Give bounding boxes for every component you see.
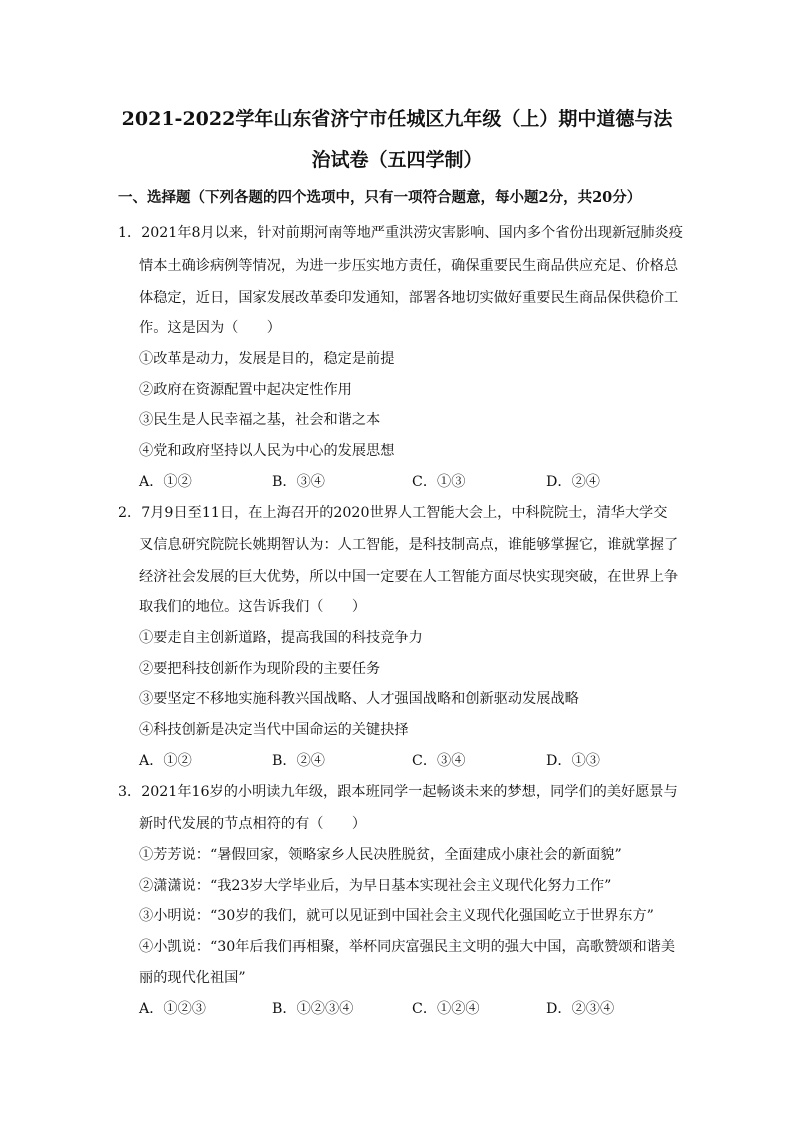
q1-option-b[interactable]: B．③④ — [272, 474, 325, 490]
q1-item-3: ③民生是人民幸福之基，社会和谐之本 — [139, 412, 381, 428]
q1-stem-line-4: 作。这是因为（ ） — [139, 320, 281, 336]
q3-item-1: ①芳芳说：“暑假回家，领略家乡人民决胜脱贫，全面建成小康社会的新面貌” — [139, 847, 622, 863]
q2-option-b[interactable]: B．②④ — [272, 753, 325, 769]
q1-stem-line-2: 情本土确诊病例等情况，为进一步压实地方责任，确保重要民生商品供应充足、价格总 — [139, 258, 679, 274]
q2-stem-line-4: 取我们的地位。这告诉我们（ ） — [139, 599, 367, 615]
q1-option-c[interactable]: C．①③ — [412, 474, 466, 490]
q3-item-3: ③小明说：“30岁的我们，就可以见证到中国社会主义现代化强国屹立于世界东方” — [139, 908, 654, 924]
q1-stem-line-1: 1．2021年8月以来，针对前期河南等地严重洪涝灾害影响、国内多个省份出现新冠肺炎疫 — [118, 225, 683, 241]
q3-stem-line-2: 新时代发展的节点相符的有（ ） — [139, 816, 367, 832]
q3-item-4-cont: 丽的现代化祖国” — [139, 970, 246, 986]
q1-option-d[interactable]: D．②④ — [546, 474, 600, 490]
q1-option-a[interactable]: A．①② — [139, 474, 192, 490]
q2-option-c[interactable]: C．③④ — [412, 753, 466, 769]
section-heading: 一、选择题（下列各题的四个选项中，只有一项符合题意，每小题2分，共20分） — [118, 189, 642, 206]
q3-stem-line-1: 3．2021年16岁的小明读九年级，跟本班同学一起畅谈未来的梦想，同学们的美好愿景与 — [118, 784, 678, 800]
q1-stem-line-3: 体稳定，近日，国家发展改革委印发通知，部署各地切实做好重要民生商品保供稳价工 — [139, 290, 679, 306]
q2-item-1: ①要走自主创新道路，提高我国的科技竞争力 — [139, 630, 423, 646]
q3-option-d[interactable]: D．②③④ — [546, 1001, 615, 1017]
q2-stem-line-3: 经济社会发展的巨大优势，所以中国一定要在人工智能方面尽快实现突破，在世界上争 — [139, 569, 679, 585]
q2-item-3: ③要坚定不移地实施科教兴国战略、人才强国战略和创新驱动发展战略 — [139, 691, 579, 707]
q2-stem-line-2: 叉信息研究院院长姚期智认为：人工智能，是科技制高点，谁能够掌握它，谁就掌握了 — [139, 537, 679, 553]
q3-item-4: ④小凯说：“30年后我们再相聚，举杯同庆富强民主文明的强大中国，高歌赞颂和谐美 — [139, 939, 676, 955]
q3-option-a[interactable]: A．①②③ — [139, 1001, 206, 1017]
q1-item-4: ④党和政府坚持以人民为中心的发展思想 — [139, 443, 395, 459]
q3-item-2: ②潇潇说：“我23岁大学毕业后，为早日基本实现社会主义现代化努力工作” — [139, 878, 612, 894]
exam-title-line-1: 2021-2022学年山东省济宁市任城区九年级（上）期中道德与法 — [121, 108, 673, 130]
q2-item-4: ④科技创新是决定当代中国命运的关键抉择 — [139, 722, 409, 738]
q2-option-a[interactable]: A．①② — [139, 753, 192, 769]
q2-item-2: ②要把科技创新作为现阶段的主要任务 — [139, 661, 381, 677]
exam-title-line-2: 治试卷（五四学制） — [311, 149, 483, 171]
q2-stem-line-1: 2．7月9日至11日，在上海召开的2020世界人工智能大会上，中科院院士，清华大学交 — [118, 505, 668, 521]
q2-option-d[interactable]: D．①③ — [546, 753, 600, 769]
q3-option-c[interactable]: C．①②④ — [412, 1001, 480, 1017]
q1-item-1: ①改革是动力，发展是目的，稳定是前提 — [139, 351, 395, 367]
q1-item-2: ②政府在资源配置中起决定性作用 — [139, 382, 352, 398]
q3-option-b[interactable]: B．①②③④ — [272, 1001, 354, 1017]
